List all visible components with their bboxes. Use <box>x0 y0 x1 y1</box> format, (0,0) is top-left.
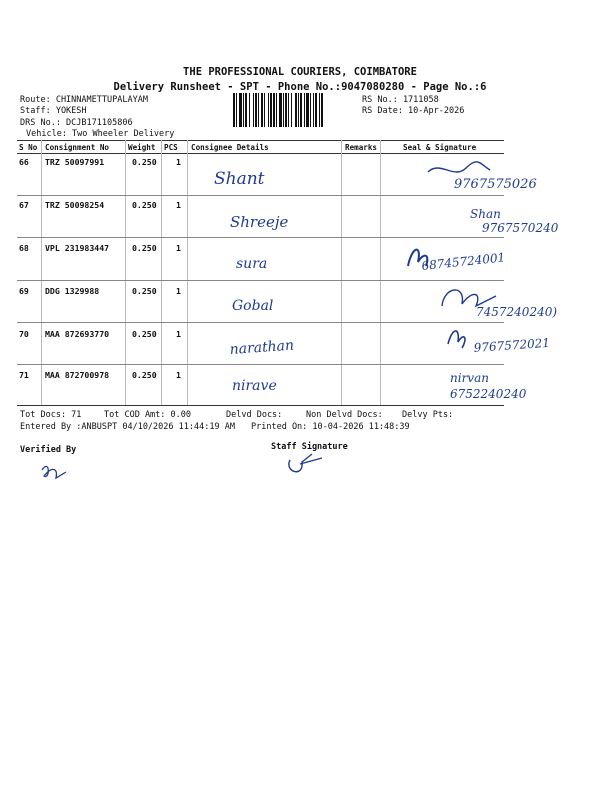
barcode-bar <box>304 93 305 127</box>
signature-handwriting <box>402 240 522 276</box>
signature-handwriting <box>448 368 568 404</box>
col-remarks: Remarks <box>345 143 378 152</box>
barcode-bar <box>279 93 282 127</box>
staff-signature-label: Staff Signature <box>271 442 348 452</box>
svg-text:9767570240: 9767570240 <box>482 221 559 235</box>
svg-text:Gobal: Gobal <box>232 298 274 314</box>
barcode-bar <box>255 93 257 127</box>
barcode-bar <box>273 93 275 127</box>
row-consignment: TRZ 50098254 <box>45 200 105 210</box>
company-title: THE PROFESSIONAL COURIERS, COIMBATORE <box>183 66 417 78</box>
row-divider <box>17 322 504 323</box>
barcode-bar <box>276 93 277 127</box>
delivered-docs: Delvd Docs: <box>226 410 283 420</box>
row-divider <box>17 280 504 281</box>
svg-text:Shan: Shan <box>470 207 501 221</box>
row-pcs: 1 <box>176 329 181 339</box>
barcode-bar <box>285 93 287 127</box>
row-sno: 68 <box>19 243 29 253</box>
svg-text:7457240240): 7457240240) <box>476 305 558 319</box>
consignee-handwriting <box>228 290 298 320</box>
entered-by: Entered By :ANBUSPT 04/10/2026 11:44:19 AM <box>20 422 235 432</box>
row-divider <box>17 237 504 238</box>
staff-label: Staff: YOKESH <box>20 106 87 116</box>
row-divider <box>17 364 504 365</box>
row-weight: 0.250 <box>132 243 157 253</box>
signature-handwriting <box>468 206 578 236</box>
barcode-bar <box>253 93 254 127</box>
row-weight: 0.250 <box>132 329 157 339</box>
svg-text:Shreeje: Shreeje <box>230 213 289 231</box>
barcode-bar <box>315 93 317 127</box>
runsheet-subtitle: Delivery Runsheet - SPT - Phone No.:9047080280 - Page No.:6 <box>113 81 487 93</box>
total-docs: Tot Docs: 71 <box>20 410 82 420</box>
staff-signature <box>282 450 342 480</box>
svg-text:nirvan: nirvan <box>450 371 489 385</box>
barcode-bar <box>295 93 297 127</box>
row-weight: 0.250 <box>132 200 157 210</box>
consignee-handwriting <box>230 372 310 398</box>
row-sno: 71 <box>19 370 29 380</box>
printed-on: Printed On: 10-04-2026 11:48:39 <box>251 422 410 432</box>
col-divider <box>341 140 342 405</box>
barcode-bar <box>236 93 237 127</box>
rs-number: RS No.: 1711058 <box>362 95 439 105</box>
barcode-bar <box>319 93 320 127</box>
row-sno: 69 <box>19 286 29 296</box>
rs-date: RS Date: 10-Apr-2026 <box>362 106 465 116</box>
col-divider <box>41 140 42 405</box>
row-consignment: MAA 872693770 <box>45 329 110 339</box>
signature-handwriting <box>420 158 560 194</box>
barcode-bar <box>310 93 311 127</box>
svg-text:9767575026: 9767575026 <box>454 177 537 192</box>
total-cod-amount: Tot COD Amt: 0.00 <box>104 410 191 420</box>
col-divider <box>125 140 126 405</box>
barcode-bar <box>249 93 250 127</box>
table-bottom-rule <box>17 405 504 406</box>
barcode-bar <box>306 93 309 127</box>
barcode-bar <box>243 93 244 127</box>
row-sno: 70 <box>19 329 29 339</box>
consignee-handwriting <box>232 248 302 278</box>
barcode <box>233 93 357 127</box>
svg-text:narathan: narathan <box>229 337 295 358</box>
row-sno: 67 <box>19 200 29 210</box>
barcode-bar <box>258 93 259 127</box>
barcode-bar <box>300 93 302 127</box>
barcode-bar <box>264 93 265 127</box>
barcode-bar <box>268 93 269 127</box>
row-pcs: 1 <box>176 200 181 210</box>
barcode-bar <box>261 93 263 127</box>
verified-by-label: Verified By <box>20 445 77 455</box>
consignee-handwriting <box>210 162 290 192</box>
col-seal-signature: Seal & Signature <box>403 143 477 152</box>
row-pcs: 1 <box>176 243 181 253</box>
barcode-bar <box>321 93 323 127</box>
row-consignment: MAA 872700978 <box>45 370 110 380</box>
row-sno: 66 <box>19 157 29 167</box>
delivery-points: Delvy Pts: <box>402 410 454 420</box>
barcode-bar <box>288 93 289 127</box>
col-consignee: Consignee Details <box>191 143 269 152</box>
row-weight: 0.250 <box>132 370 157 380</box>
row-consignment: VPL 231983447 <box>45 243 110 253</box>
row-weight: 0.250 <box>132 286 157 296</box>
col-sno: S No <box>19 143 38 152</box>
vehicle-label: Vehicle: Two Wheeler Delivery <box>26 129 175 139</box>
verified-by-signature <box>36 454 86 484</box>
svg-text:Shant: Shant <box>214 169 265 189</box>
signature-handwriting <box>444 322 564 362</box>
barcode-bar <box>313 93 314 127</box>
row-consignment: TRZ 50097991 <box>45 157 105 167</box>
row-pcs: 1 <box>176 286 181 296</box>
svg-text:sura: sura <box>236 256 268 272</box>
barcode-bar <box>298 93 299 127</box>
svg-text:68745724001: 68745724001 <box>420 250 506 273</box>
col-consignment: Consignment No <box>45 143 110 152</box>
consignee-handwriting <box>226 205 316 235</box>
svg-text:nirave: nirave <box>232 378 277 394</box>
route-label: Route: CHINNAMETTUPALAYAM <box>20 95 148 105</box>
barcode-bar <box>233 93 235 127</box>
row-pcs: 1 <box>176 157 181 167</box>
row-divider <box>17 195 504 196</box>
non-delivered-docs: Non Delvd Docs: <box>306 410 383 420</box>
col-weight: Weight <box>128 143 156 152</box>
col-divider <box>161 140 162 405</box>
barcode-bar <box>245 93 247 127</box>
table-header-rule <box>17 153 504 154</box>
drs-number: DRS No.: DCJB171105806 <box>20 118 133 128</box>
consignee-handwriting <box>228 334 328 364</box>
table-top-rule <box>17 140 504 141</box>
barcode-bar <box>291 93 292 127</box>
row-pcs: 1 <box>176 370 181 380</box>
signature-handwriting <box>436 282 576 322</box>
svg-text:9767572021: 9767572021 <box>473 335 551 355</box>
col-divider <box>187 140 188 405</box>
barcode-bar <box>239 93 242 127</box>
row-consignment: DDG 1329988 <box>45 286 100 296</box>
row-weight: 0.250 <box>132 157 157 167</box>
svg-text:6752240240: 6752240240 <box>450 387 527 401</box>
col-divider <box>380 140 381 405</box>
col-pcs: PCS <box>164 143 178 152</box>
barcode-bar <box>270 93 272 127</box>
barcode-bar <box>283 93 284 127</box>
